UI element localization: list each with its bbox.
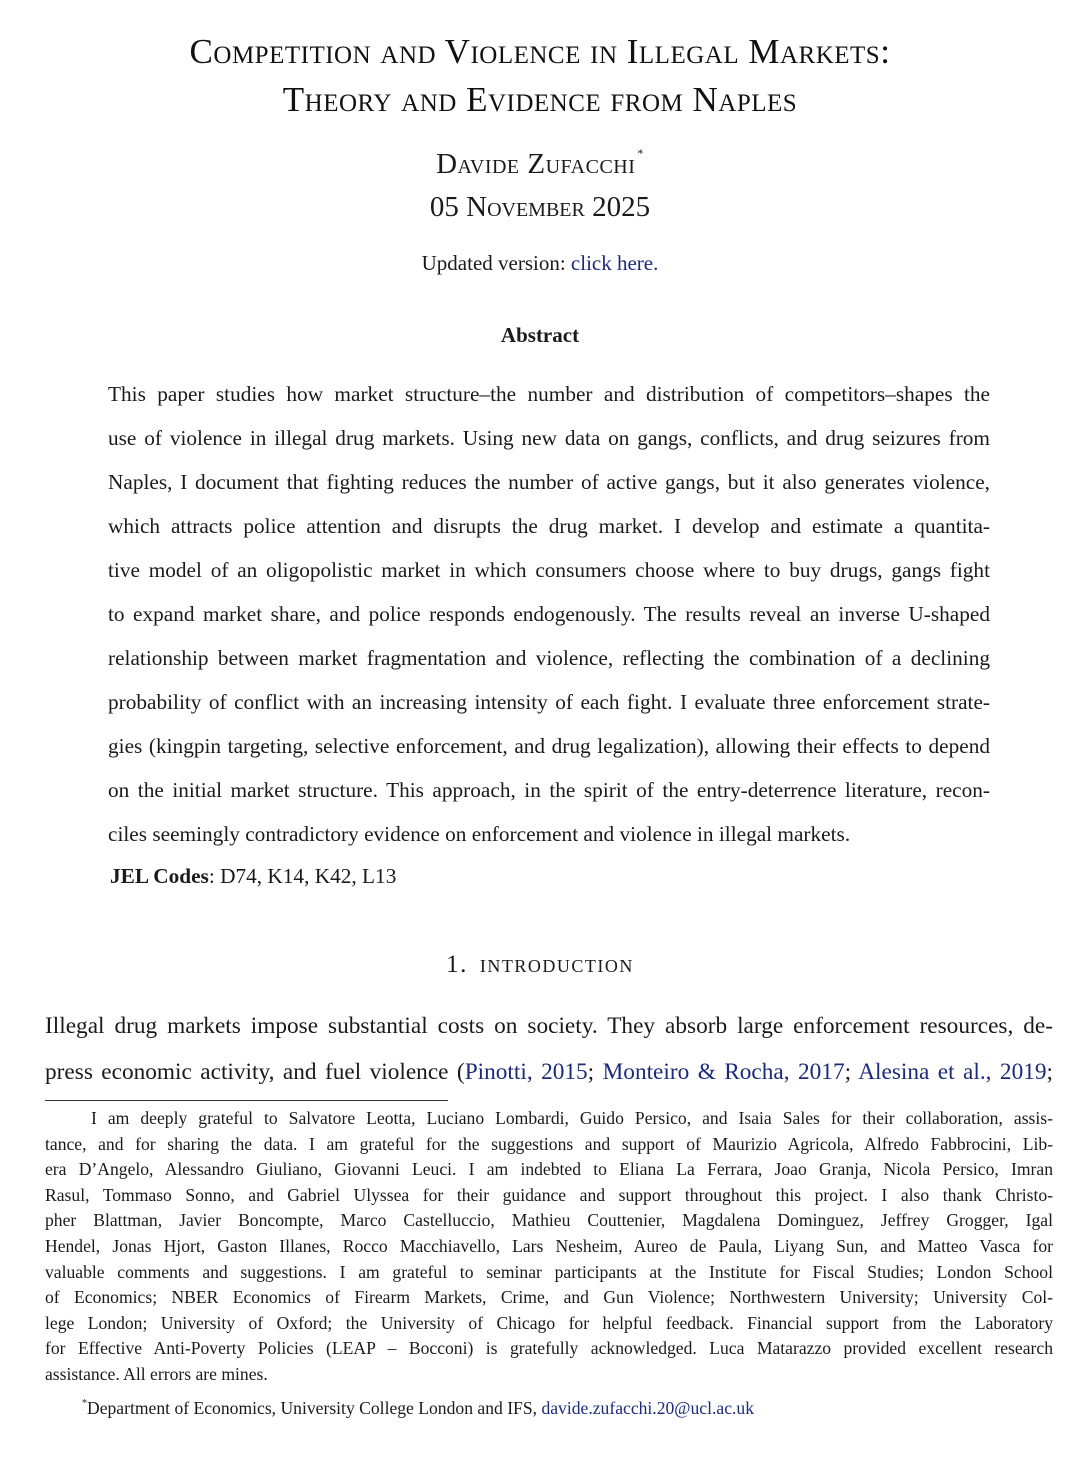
updated-version-label: Updated version: — [421, 251, 571, 275]
footnote-line: tance, and for sharing the data. I am grateful for the suggestions and support of Maurizio Agricola, Alfredo Fabbrocini, Lib- — [45, 1133, 1053, 1154]
intro-line — [45, 1054, 1053, 1100]
acknowledgments-footnote — [45, 1106, 1053, 1388]
paper-title-line-1: Competition and Violence in Illegal Markets: — [189, 32, 891, 71]
abstract-line: relationship between market fragmentation and violence, reflecting the combination of a declining — [108, 646, 990, 670]
jel-codes-values: : D74, K14, K42, L13 — [208, 864, 397, 888]
abstract-line: which attracts police attention and disrupts the drug market. I develop and estimate a quantita- — [108, 514, 990, 538]
paper-date: 05 November 2025 — [429, 191, 651, 223]
citation-link[interactable]: Alesina et al., 2019 — [858, 1059, 1047, 1085]
affiliation-text: Department of Economics, University College London and IFS, — [87, 1398, 542, 1418]
citation-separator: ; — [587, 1059, 603, 1085]
abstract-line: ciles seemingly contradictory evidence on enforcement and violence in illegal markets. — [108, 822, 851, 846]
abstract-body — [108, 377, 990, 861]
author-name-text: Davide Zufacchi — [436, 148, 636, 180]
affiliation-footnote — [82, 1391, 754, 1421]
citation-link[interactable]: Monteiro & Rocha, 2017 — [602, 1059, 845, 1085]
footnote-line: Rasul, Tommaso Sonno, and Gabriel Ulyssea for their guidance and support throughout this project. I also thank Christo- — [45, 1184, 1053, 1205]
citation-separator: ; — [844, 1059, 859, 1085]
footnote-line: era D’Angelo, Alessandro Giuliano, Giovanni Leuci. I am indebted to Eliana La Ferrara, Joao Granja, Nicola Persico, Imran — [45, 1159, 1053, 1180]
footnote-line: assistance. All errors are mines. — [45, 1363, 268, 1384]
abstract-line: use of violence in illegal drug markets. Using new data on gangs, conflicts, and drug seizures from — [108, 426, 990, 450]
intro-line: Illegal drug markets impose substantial costs on society. They absorb large enforcement resources, de- — [45, 1013, 1053, 1039]
paper-title-line-2: Theory and Evidence from Naples — [282, 80, 798, 119]
abstract-line: probability of conflict with an increasing intensity of each fight. I evaluate three enforcement strate- — [108, 690, 990, 714]
updated-version-link[interactable]: click here. — [570, 251, 659, 275]
author-name — [0, 131, 1080, 186]
section-heading — [0, 948, 1080, 982]
abstract-line: tive model of an oligopolistic market in which consumers choose where to buy drugs, gangs fight — [108, 558, 990, 582]
abstract-heading: Abstract — [500, 323, 580, 347]
intro-line-text: press economic activity, and fuel violence ( — [45, 1059, 465, 1085]
affiliation-footnote-mark: * — [82, 1398, 87, 1409]
footnote-line: for Effective Anti-Poverty Policies (LEAP – Bocconi) is gratefully acknowledged. Luca Matarazzo provided excellent research — [45, 1338, 1053, 1359]
updated-version-line — [0, 248, 1080, 278]
footnote-line: lege London; University of Oxford; the University of Chicago for helpful feedback. Financial support from the Laboratory — [45, 1312, 1053, 1333]
footnote-line: Hendel, Jonas Hjort, Gaston Illanes, Rocco Macchiavello, Lars Nesheim, Aureo de Paula, Liyang Sun, and Matteo Vasca for — [45, 1235, 1053, 1256]
abstract-line: gies (kingpin targeting, selective enforcement, and drug legalization), allowing their effects to depend — [108, 734, 990, 758]
author-email-link[interactable]: davide.zufacchi.20@ucl.ac.uk — [541, 1398, 755, 1418]
intro-paragraph — [45, 1008, 1053, 1100]
intro-line-end: ; — [1046, 1059, 1054, 1085]
abstract-line: This paper studies how market structure–the number and distribution of competitors–shapes the — [108, 382, 990, 406]
footnote-rule — [45, 1100, 448, 1101]
footnote-line: pher Blattman, Javier Boncompte, Marco Castelluccio, Mathieu Couttenier, Magdalena Dominguez, Jeffrey Grogger, Igal — [45, 1210, 1053, 1231]
section-number: 1. — [446, 951, 468, 978]
abstract-line: Naples, I document that fighting reduces the number of active gangs, but it also generates violence, — [108, 470, 990, 494]
footnote-line: I am deeply grateful to Salvatore Leotta, Luciano Lombardi, Guido Persico, and Isaia Sales for their collaboration, assis- — [91, 1108, 1053, 1128]
author-footnote-mark[interactable]: * — [637, 146, 644, 160]
footnote-line: valuable comments and suggestions. I am grateful to seminar participants at the Institute for Fiscal Studies; London School — [45, 1261, 1053, 1282]
abstract-line: on the initial market structure. This approach, in the spirit of the entry-deterrence literature, recon- — [108, 778, 990, 802]
citation-link[interactable]: Pinotti, 2015 — [464, 1059, 588, 1085]
section-title: introduction — [479, 951, 634, 978]
footnote-line: of Economics; NBER Economics of Firearm Markets, Crime, and Gun Violence; Northwestern University; University Col- — [45, 1287, 1053, 1308]
abstract-line: to expand market share, and police responds endogenously. The results reveal an inverse U-shaped — [108, 602, 990, 626]
jel-codes-label: JEL Codes — [110, 864, 209, 888]
jel-codes — [110, 860, 396, 892]
